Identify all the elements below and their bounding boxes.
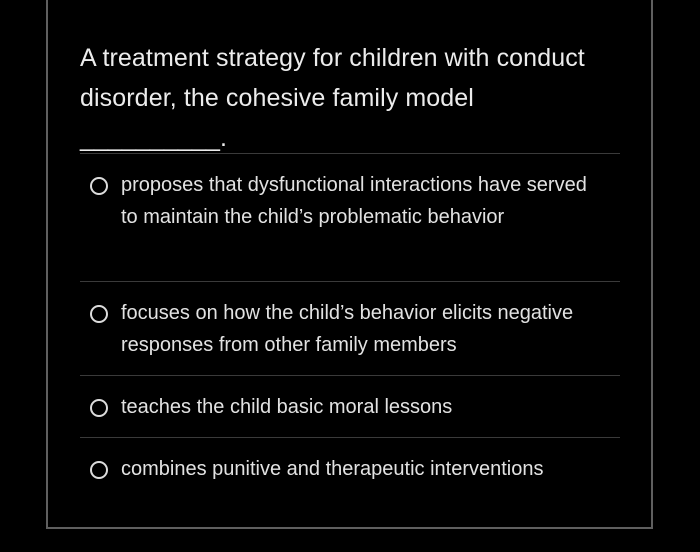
answer-option[interactable] — [80, 153, 620, 281]
answer-option[interactable] — [80, 281, 620, 375]
question-text: A treatment strategy for children with conduct disorder, the cohesive family model __________. — [80, 44, 585, 152]
answer-option-label[interactable]: focuses on how the child’s behavior elicits negative responses from other family members — [121, 302, 574, 356]
answer-option-label[interactable]: teaches the child basic moral lessons — [121, 396, 453, 418]
answer-option-label[interactable]: proposes that dysfunctional interactions have served to maintain the child’s problematic behavior — [121, 174, 587, 228]
radio-button[interactable] — [90, 461, 108, 479]
answer-options — [80, 153, 620, 499]
answer-option[interactable] — [80, 437, 620, 499]
radio-button[interactable] — [90, 305, 108, 323]
answer-option-label[interactable]: combines punitive and therapeutic interventions — [121, 458, 544, 480]
radio-button[interactable] — [90, 177, 108, 195]
answer-option[interactable] — [80, 375, 620, 437]
radio-button[interactable] — [90, 399, 108, 417]
